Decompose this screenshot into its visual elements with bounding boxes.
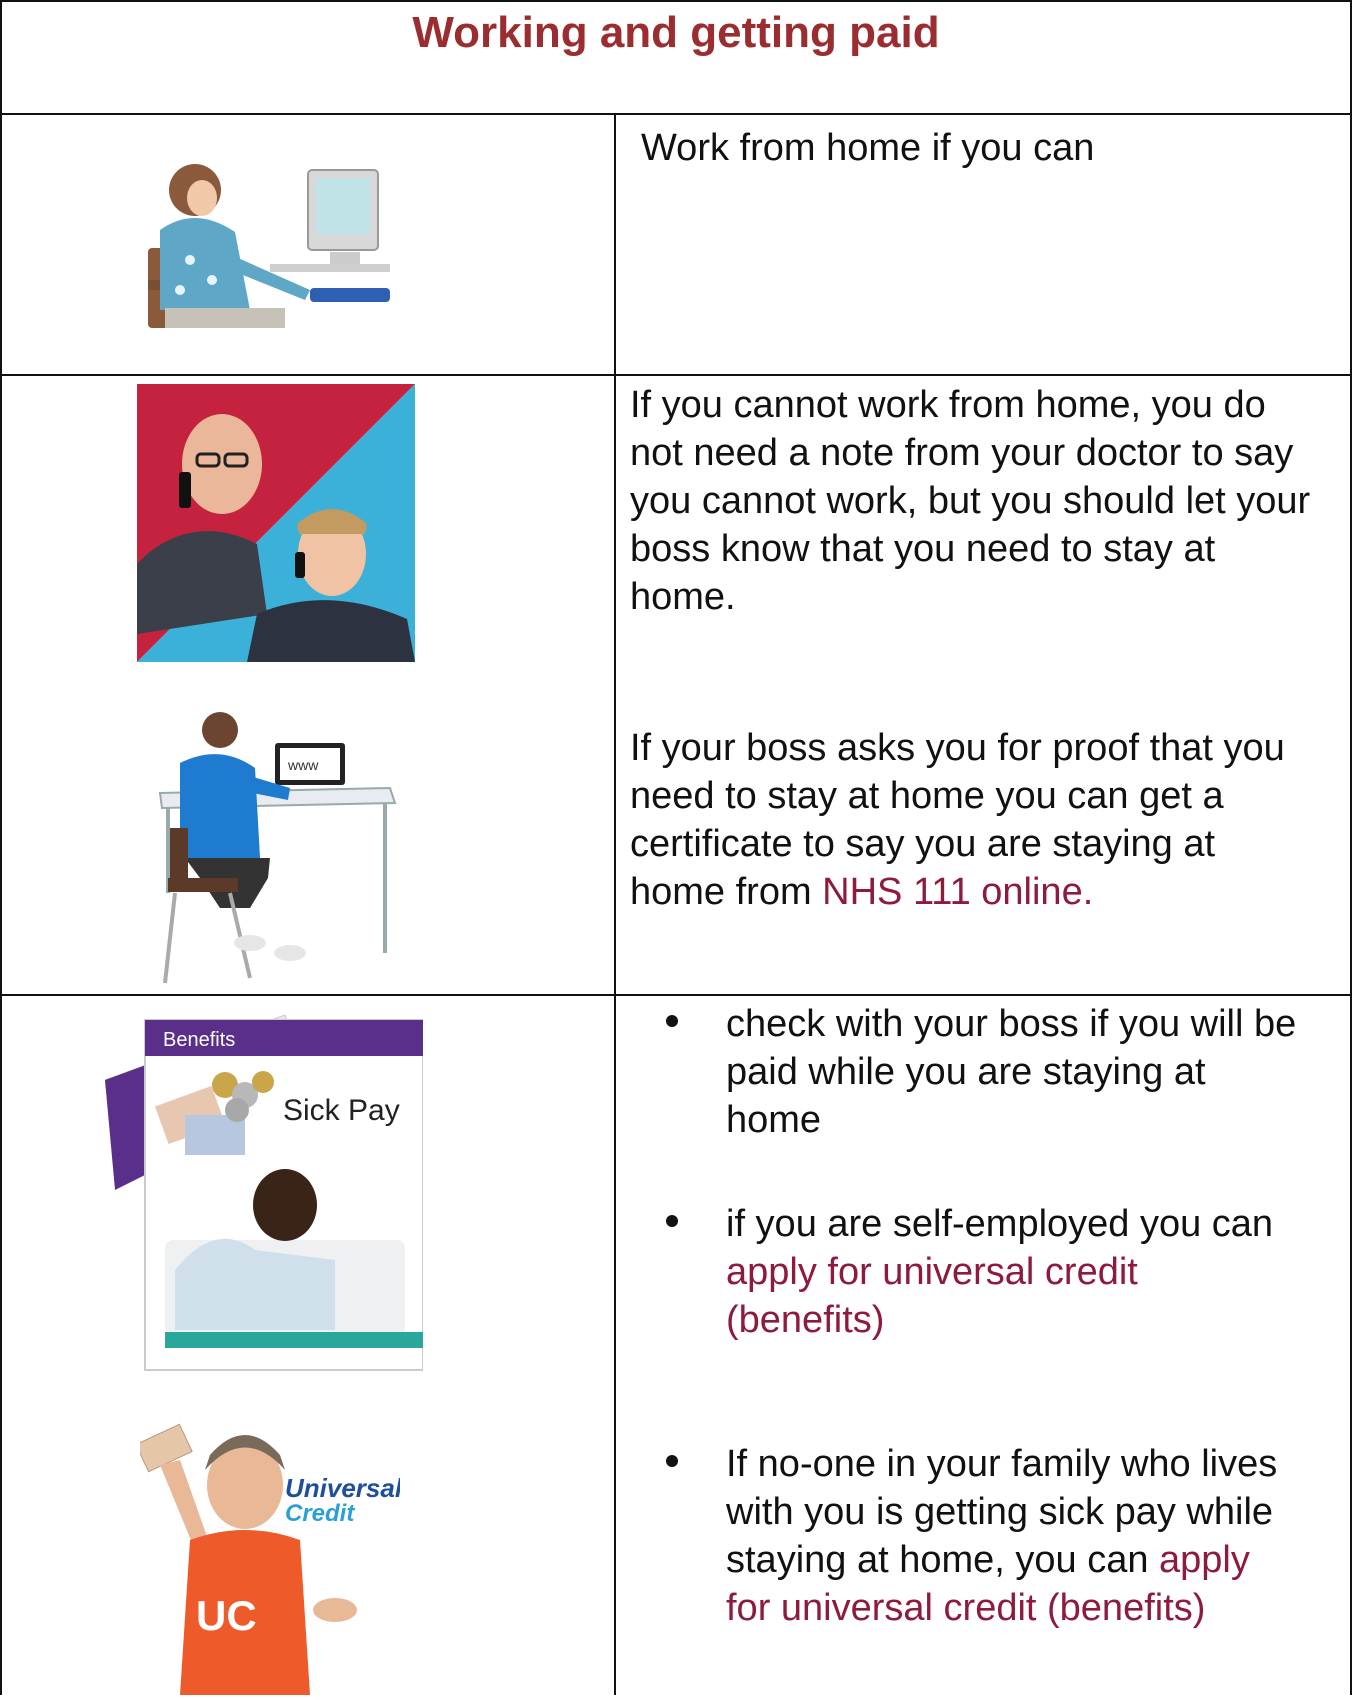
list-item: if you are self-employed you can apply for universal credit (benefits) (620, 1200, 1300, 1344)
row-divider (0, 113, 1352, 115)
column-divider (614, 113, 616, 1695)
row-divider (0, 994, 1352, 996)
list-item (620, 1000, 1300, 1144)
apply-universal-credit-link[interactable]: apply for universal credit (benefits) (726, 1251, 1138, 1341)
bullet-list (620, 1440, 1300, 1632)
uc-logo-line-1: Universal (285, 1473, 400, 1503)
uc-logo-line-2: Credit (285, 1500, 355, 1527)
leaflet-header: Benefits (163, 1029, 236, 1051)
row-divider (0, 374, 1352, 376)
table-border-top (0, 0, 1352, 2)
leaflet-title: Sick Pay (283, 1094, 400, 1127)
apply-universal-credit-link[interactable]: apply for universal credit (benefits) (726, 1539, 1250, 1629)
laptop-screen-text: www (288, 757, 319, 773)
proof-certificate-text: If your boss asks you for proof that you need to stay at home you can get a certificate to say you are staying at home from NHS 111 online. (630, 727, 1285, 913)
bullet-list (620, 1200, 1300, 1344)
row-2-text-1 (630, 381, 1320, 621)
table-border-left (0, 0, 2, 1695)
shirt-uc-text: UC (196, 1592, 257, 1639)
person-working-at-computer-illustration (140, 160, 400, 335)
sick-pay-benefits-leaflet-illustration (105, 1010, 423, 1372)
nhs-111-online-link[interactable]: NHS 111 online. (822, 871, 1094, 913)
bullet-dot (666, 1015, 678, 1027)
page-title: Working and getting paid (412, 8, 940, 57)
row-2-text-2 (630, 724, 1320, 916)
no-doctor-note-text: If you cannot work from home, you do not need a note from your doctor to say you cannot work, but you should let your boss know that you need to stay at home. (630, 384, 1311, 618)
bullet-dot (666, 1215, 678, 1227)
woman-holding-banknote-universal-credit-illustration (140, 1415, 400, 1695)
bullet-list (620, 1000, 1300, 1144)
work-from-home-text: Work from home if you can (641, 127, 1095, 169)
man-at-laptop-desk-illustration (140, 708, 400, 988)
list-item: If no-one in your family who lives with you is getting sick pay while staying at home, you can apply for universal credit (benefits) (620, 1440, 1300, 1632)
bullet-dot (666, 1455, 678, 1467)
row-1-text (641, 124, 1331, 172)
check-with-boss-text: check with your boss if you will be paid while you are staying at home (726, 1003, 1297, 1141)
two-men-on-phone-call-illustration (137, 384, 415, 662)
